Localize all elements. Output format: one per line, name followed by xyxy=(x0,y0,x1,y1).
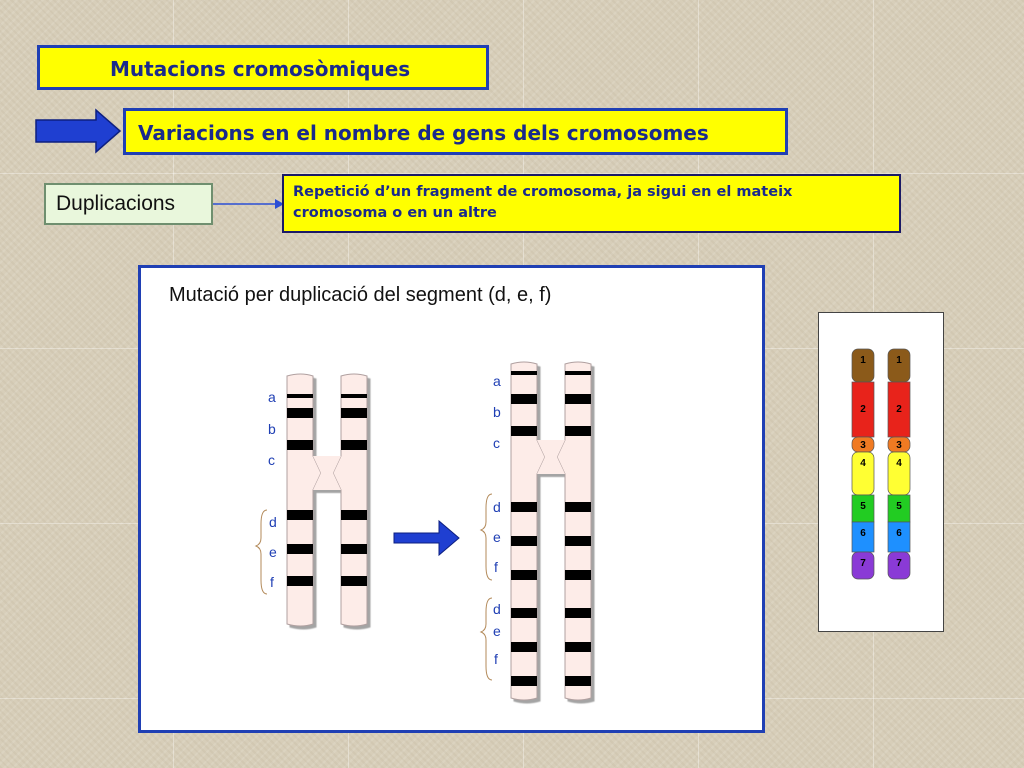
gene-label: e xyxy=(493,529,501,545)
band-number: 3 xyxy=(896,440,902,451)
definition-text: Repetició d’un fragment de cromosoma, ja sigui en el mateix cromosoma o en un altre xyxy=(293,184,793,221)
band-number: 2 xyxy=(896,404,902,415)
band-number: 3 xyxy=(860,440,866,451)
band-number: 2 xyxy=(860,404,866,415)
gene-label: d xyxy=(493,499,501,515)
band-number: 1 xyxy=(896,355,902,366)
gene-label: d xyxy=(269,514,277,530)
band-number: 7 xyxy=(860,558,866,569)
gene-label: d xyxy=(493,601,501,617)
band-number: 6 xyxy=(896,528,902,539)
segment-brace xyxy=(256,510,267,594)
gene-label: b xyxy=(493,404,501,420)
band-number: 5 xyxy=(860,501,866,512)
duplication-diagram-panel xyxy=(138,265,765,733)
mutated-gene-labels xyxy=(481,373,501,680)
category-label: Duplicacions xyxy=(56,192,176,215)
band-number: 1 xyxy=(860,355,866,366)
gene-label: a xyxy=(493,373,501,389)
original-gene-labels xyxy=(256,389,277,594)
colored-chromosome-left xyxy=(852,349,874,579)
mutation-arrow-icon xyxy=(394,521,459,555)
segment-brace xyxy=(481,494,492,580)
band-number: 7 xyxy=(896,558,902,569)
gene-label: f xyxy=(270,574,274,590)
gene-label: e xyxy=(493,623,501,639)
gene-label: c xyxy=(268,452,275,468)
gene-label: a xyxy=(268,389,276,405)
band-number: 4 xyxy=(860,458,866,469)
gene-label: b xyxy=(268,421,276,437)
gene-label: e xyxy=(269,544,277,560)
band-number: 6 xyxy=(860,528,866,539)
slide-subtitle: Variacions en el nombre de gens dels cromosomes xyxy=(138,121,709,145)
slide-title: Mutacions cromosòmiques xyxy=(110,57,411,81)
colored-chromosome-panel xyxy=(818,312,944,632)
thin-right-arrow-icon xyxy=(213,197,285,211)
subtitle-box xyxy=(123,108,788,155)
big-right-arrow-icon xyxy=(34,108,122,154)
colored-chromosome-right xyxy=(888,349,910,579)
band-number: 5 xyxy=(896,501,902,512)
diagram-caption: Mutació per duplicació del segment (d, e, f) xyxy=(169,284,552,306)
title-box xyxy=(37,45,489,90)
definition-box xyxy=(282,174,901,233)
gene-label: f xyxy=(494,559,498,575)
gene-label: f xyxy=(494,651,498,667)
duplication-diagram xyxy=(141,268,762,730)
gene-label: c xyxy=(493,435,500,451)
segment-brace-duplicate xyxy=(481,598,492,680)
colored-chromosome-pair xyxy=(819,313,943,631)
band-number: 4 xyxy=(896,458,902,469)
category-box xyxy=(44,183,213,225)
